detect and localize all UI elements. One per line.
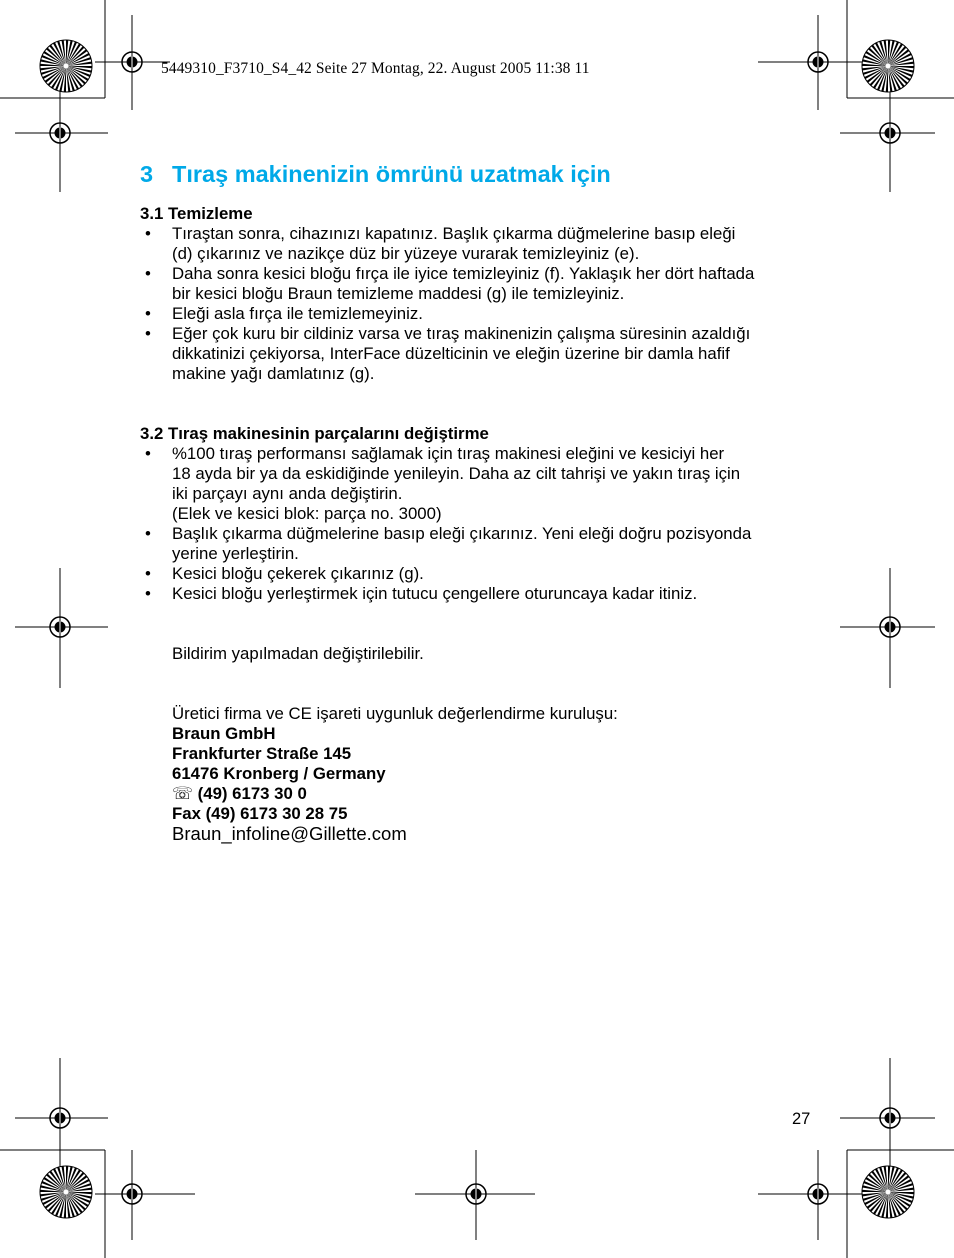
bullet-icon: • <box>145 264 151 283</box>
chapter-title-text: Tıraş makinenizin ömrünü uzatmak için <box>172 161 611 187</box>
print-header: 5449310_F3710_S4_42 Seite 27 Montag, 22. August 2005 11:38 11 <box>161 60 590 77</box>
line: Başlık çıkarma düğmelerine basıp eleği çıkarınız. Yeni eleği doğru pozisyonda <box>172 524 752 543</box>
bullet-icon: • <box>145 584 151 603</box>
star-target-center <box>64 1190 69 1195</box>
line: 18 ayda bir ya da eskidiğinde yenileyin. Daha az cilt tahrişi ve yakın tıraş için <box>172 464 741 483</box>
spacer <box>140 664 840 704</box>
line: (d) çıkarınız ve nazikçe düz bir yüzeye vurarak temizleyiniz (e). <box>172 244 640 263</box>
line: Daha sonra kesici bloğu fırça ile iyice temizleyiniz (f). Yaklaşık her dört haftada <box>172 264 755 283</box>
list-item <box>140 264 840 304</box>
line: Tıraştan sonra, cihazınızı kapatınız. Başlık çıkarma düğmelerine basıp eleği <box>172 224 736 243</box>
fax-label: Fax <box>172 804 201 823</box>
line: Eğer çok kuru bir cildiniz varsa ve tıraş makinenizin çalışma süresinin azaldığı <box>172 324 751 343</box>
list-item <box>140 524 840 564</box>
manufacturer-block <box>140 704 840 844</box>
company-name: Braun GmbH <box>172 724 276 743</box>
bullet-icon: • <box>145 524 151 543</box>
phone-icon: ☏ <box>172 784 193 803</box>
list-item <box>140 224 840 264</box>
line: dikkatinizi çekiyorsa, InterFace düzelticinin ve eleğin üzerine bir damla hafif <box>172 344 730 363</box>
city-country: 61476 Kronberg / Germany <box>172 764 386 783</box>
notice-text: Bildirim yapılmadan değiştirilebilir. <box>172 644 424 663</box>
spacer <box>140 604 840 644</box>
list-item <box>140 304 840 324</box>
phone-line <box>172 784 840 804</box>
star-target-center <box>886 64 891 69</box>
list-item <box>140 444 840 524</box>
line: makine yağı damlatınız (g). <box>172 364 375 383</box>
bullet-list <box>140 224 840 384</box>
section-heading: 3.1 Temizleme <box>140 204 253 223</box>
fax-number: (49) 6173 30 28 75 <box>205 804 348 823</box>
line: bir kesici bloğu Braun temizleme maddesi (g) ile temizleyiniz. <box>172 284 625 303</box>
line: Eleği asla fırça ile temizlemeyiniz. <box>172 304 423 323</box>
bullet-icon: • <box>145 304 151 323</box>
email-address: Braun_infoline@Gillette.com <box>172 823 407 844</box>
spacer <box>140 384 840 424</box>
chapter-number: 3 <box>140 161 154 187</box>
chapter-title <box>140 161 611 188</box>
phone-number: (49) 6173 30 0 <box>197 784 307 803</box>
street-address: Frankfurter Straße 145 <box>172 744 352 763</box>
section-heading: 3.2 Tıraş makinesinin parçalarını değiştirme <box>140 424 489 443</box>
main-content <box>140 204 840 844</box>
manufacturer-intro: Üretici firma ve CE işareti uygunluk değerlendirme kuruluşu: <box>172 704 618 723</box>
line: Kesici bloğu yerleştirmek için tutucu çengellere oturuncaya kadar itiniz. <box>172 584 698 603</box>
list-item <box>140 584 840 604</box>
page-number: 27 <box>792 1110 811 1128</box>
line: Kesici bloğu çekerek çıkarınız (g). <box>172 564 424 583</box>
bullet-icon: • <box>145 224 151 243</box>
list-item <box>140 564 840 584</box>
bullet-icon: • <box>145 564 151 583</box>
line: (Elek ve kesici blok: parça no. 3000) <box>172 504 442 523</box>
section-cleaning <box>140 204 840 384</box>
bullet-list <box>140 444 840 604</box>
star-target-center <box>886 1190 891 1195</box>
bullet-icon: • <box>145 324 151 343</box>
line: iki parçayı aynı anda değiştirin. <box>172 484 403 503</box>
line: %100 tıraş performansı sağlamak için tıraş makinesi eleğini ve kesiciyi her <box>172 444 725 463</box>
star-target-center <box>64 64 69 69</box>
bullet-icon: • <box>145 444 151 463</box>
list-item <box>140 324 840 384</box>
fax-line <box>172 804 840 824</box>
line: yerine yerleştirin. <box>172 544 299 563</box>
section-replacing-parts <box>140 424 840 604</box>
